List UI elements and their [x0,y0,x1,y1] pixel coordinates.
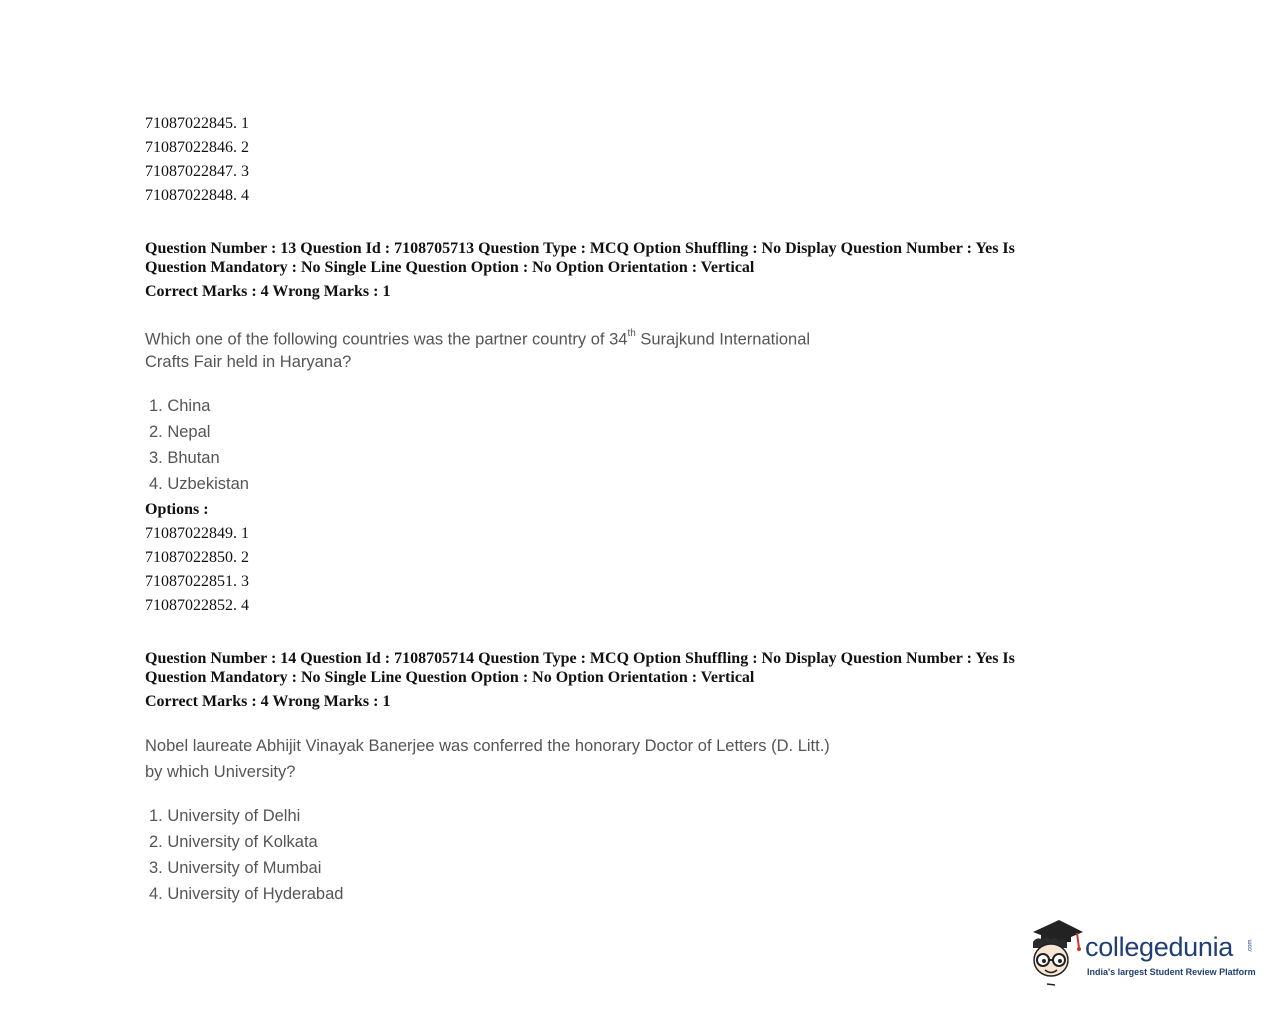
logo-wordmark: collegedunia [1085,932,1234,962]
q13-option-1: 71087022849. 1 [145,525,249,542]
q14-choice-1: 1. University of Delhi [149,807,301,825]
q12-option-1: 71087022845. 1 [145,115,249,132]
q13-marks: Correct Marks : 4 Wrong Marks : 1 [145,283,391,300]
q13-choice-4: 4. Uzbekistan [149,475,249,493]
q14-question-line-1: Nobel laureate Abhijit Vinayak Banerjee was conferred the honorary Doctor of Letters (D. Litt.) [145,737,830,755]
q13-options-label: Options : [145,501,209,518]
q13-choice-1: 1. China [149,397,211,415]
q13-option-3: 71087022851. 3 [145,573,249,590]
q13-option-4: 71087022852. 4 [145,597,249,614]
q14-question-line-2: by which University? [145,763,296,781]
q14-marks: Correct Marks : 4 Wrong Marks : 1 [145,693,391,710]
q13-choice-3: 3. Bhutan [149,449,220,467]
q14-choice-3: 3. University of Mumbai [149,859,322,877]
logo-tagline: India's largest Student Review Platform [1087,967,1256,977]
q13-question-text-b: Surajkund International [635,330,811,349]
q14-meta-line-1: Question Number : 14 Question Id : 7108705714 Question Type : MCQ Option Shuffling : No Display Question Number : Yes Is [145,650,1015,667]
q13-question-line-2: Crafts Fair held in Haryana? [145,353,352,371]
q14-meta-line-2: Question Mandatory : No Single Line Question Option : No Option Orientation : Vertical [145,669,755,686]
q12-option-3: 71087022847. 3 [145,163,249,180]
q14-choice-2: 2. University of Kolkata [149,833,318,851]
graduate-mascot-icon [1025,918,1085,990]
q13-question-text-a: Which one of the following countries was the partner country of 34 [145,330,628,349]
q12-option-4: 71087022848. 4 [145,187,249,204]
q13-option-2: 71087022850. 2 [145,549,249,566]
q13-choice-2: 2. Nepal [149,423,211,441]
q12-option-2: 71087022846. 2 [145,139,249,156]
q13-meta-line-2: Question Mandatory : No Single Line Question Option : No Option Orientation : Vertical [145,259,755,276]
q13-question-sup: th [627,328,636,339]
q14-choice-4: 4. University of Hyderabad [149,885,344,903]
logo-suffix: .com [1247,939,1254,953]
q13-meta-line-1: Question Number : 13 Question Id : 7108705713 Question Type : MCQ Option Shuffling : No Display Question Number : Yes Is [145,240,1015,257]
